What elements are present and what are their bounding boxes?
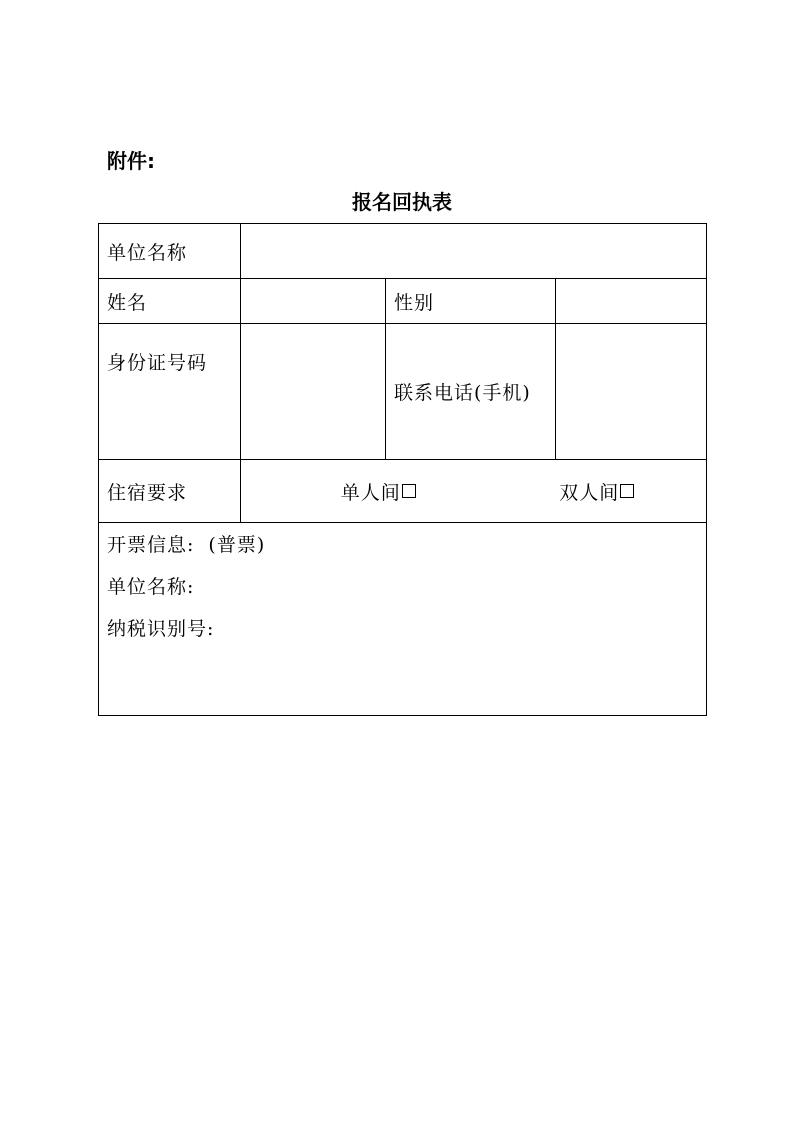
single-room-label: 单人间 xyxy=(340,481,401,504)
invoice-tax-id-label: 纳税识别号: xyxy=(107,618,215,640)
invoice-title-line xyxy=(107,531,706,573)
org-name-label: 单位名称 xyxy=(99,224,241,279)
form-title: 报名回执表 xyxy=(352,190,452,214)
row-name-gender xyxy=(99,279,707,324)
attachment-label: 附件: xyxy=(107,149,155,173)
single-room-option[interactable] xyxy=(341,478,416,505)
accommodation-options xyxy=(241,460,707,523)
name-field[interactable] xyxy=(241,279,386,324)
row-accommodation xyxy=(99,460,707,523)
single-room-checkbox[interactable] xyxy=(402,484,416,498)
id-number-field[interactable] xyxy=(241,324,386,460)
invoice-type-note: (普票) xyxy=(208,534,266,556)
row-id-phone xyxy=(99,324,707,460)
org-name-field[interactable] xyxy=(241,224,707,279)
double-room-checkbox[interactable] xyxy=(620,484,634,498)
invoice-org-name-label: 单位名称: xyxy=(107,576,195,598)
gender-field[interactable] xyxy=(556,279,707,324)
registration-form-table xyxy=(98,223,707,716)
row-invoice xyxy=(99,523,707,716)
phone-label: 联系电话(手机) xyxy=(386,324,556,460)
name-label: 姓名 xyxy=(99,279,241,324)
id-number-label: 身份证号码 xyxy=(99,324,241,460)
invoice-title: 开票信息: xyxy=(107,534,195,556)
double-room-option[interactable] xyxy=(559,478,634,505)
double-room-label: 双人间 xyxy=(559,481,620,504)
invoice-info-cell[interactable] xyxy=(99,523,707,716)
gender-label: 性别 xyxy=(386,279,556,324)
phone-field[interactable] xyxy=(556,324,707,460)
accommodation-label: 住宿要求 xyxy=(99,460,241,523)
row-org-name xyxy=(99,224,707,279)
